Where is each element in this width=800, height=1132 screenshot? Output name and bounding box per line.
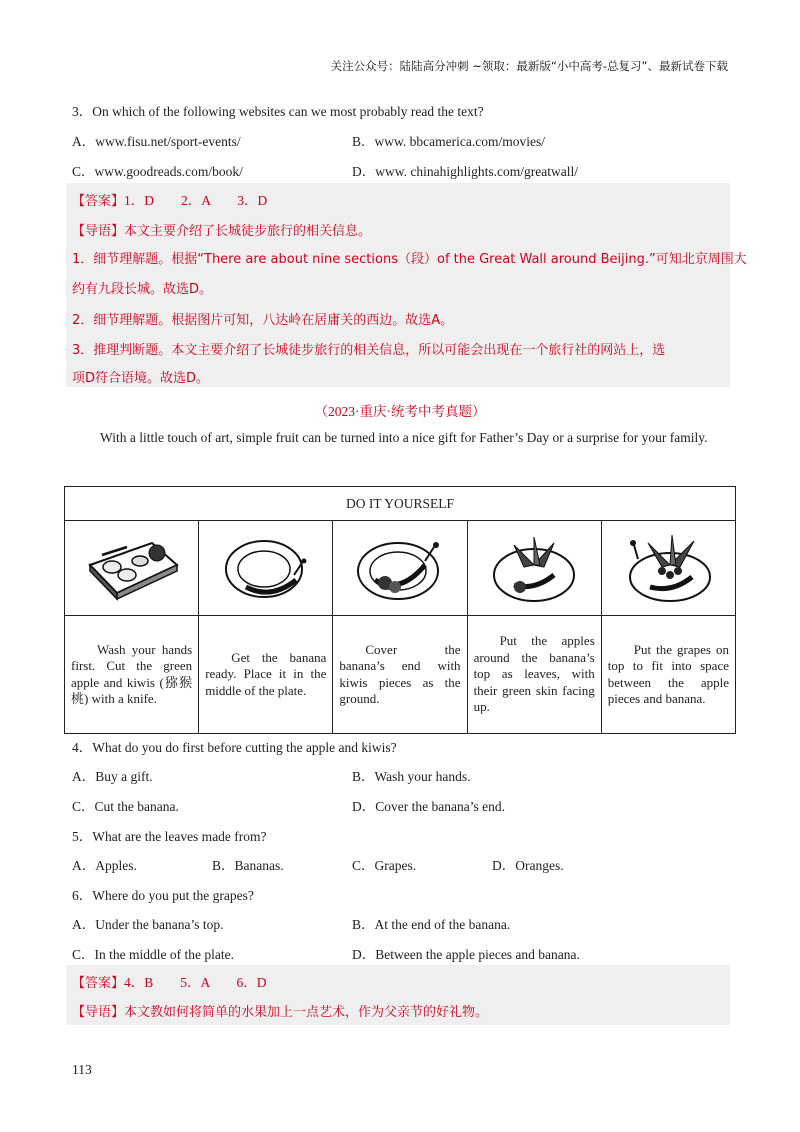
q4-options-row-2	[72, 795, 728, 815]
answer-line-1	[72, 189, 267, 209]
step-1-image	[65, 521, 199, 616]
intro-paragraph: With a little touch of art, simple fruit can be turned into a nice gift for Father’s Day or a surprise for your family.	[100, 430, 708, 445]
q5-option-c: C．Grapes.	[352, 858, 417, 873]
explain-3-line-1: 3．推理判断题。本文主要介绍了长城徒步旅行的相关信息，所以可能会出现在一个旅行社的网站上，选	[72, 343, 666, 358]
q4-option-a: A．Buy a gift.	[72, 769, 153, 784]
q5-option-b: B．Bananas.	[212, 858, 284, 873]
diy-title: DO IT YOURSELF	[65, 487, 736, 521]
q4-options-row-1	[72, 765, 728, 785]
page-header: 关注公众号：陆陆高分冲刺 ~领取：最新版“小中高考-总复习”、最新试卷下载	[330, 59, 728, 73]
source-label: （2023·重庆·统考中考真题）	[314, 404, 486, 419]
step-5-text: Put the grapes on top to fit into space between the apple pieces and banana.	[601, 616, 735, 734]
explain-3-line-2: 项D符合语境。故选D。	[72, 371, 210, 386]
step-4-image	[467, 521, 601, 616]
answer-2-line-1	[72, 971, 267, 991]
question-6: 6．Where do you put the grapes?	[72, 888, 254, 903]
q3-option-a: A．www.fisu.net/sport-events/	[72, 134, 241, 149]
q3-option-c: C．www.goodreads.com/book/	[72, 164, 243, 179]
step-1-text: Wash your hands first. Cut the green apple and kiwis (猕猴桃) with a knife.	[65, 616, 199, 734]
q5-options-row	[72, 854, 728, 874]
guide-2-tag: 【导语】	[72, 1005, 125, 1020]
guide-line-1	[72, 220, 371, 239]
question-3: 3．On which of the following websites can we most probably read the text?	[72, 104, 484, 119]
answers-2: 4．B 5．A 6．D	[124, 975, 267, 990]
q3-options-row-1	[72, 130, 728, 150]
answer-box-2	[66, 965, 730, 1025]
banana-plate-icon	[216, 525, 316, 607]
q6-option-d: D．Between the apple pieces and banana.	[352, 947, 580, 962]
banana-kiwi-plate-icon	[350, 525, 450, 607]
answers: 1．D 2．A 3．D	[124, 193, 268, 208]
step-4-text: Put the apples around the banana’s top as leaves, with their green skin facing up.	[467, 616, 601, 734]
answer-2-tag: 【答案】	[72, 976, 125, 991]
guide-tag: 【导语】	[72, 224, 125, 239]
guide-2-line	[72, 1001, 488, 1020]
cutting-board-icon	[82, 525, 182, 607]
question-4: 4．What do you do first before cutting the apple and kiwis?	[72, 740, 397, 755]
question-5: 5．What are the leaves made from?	[72, 829, 267, 844]
q4-option-c: C．Cut the banana.	[72, 799, 179, 814]
explain-2: 2．细节理解题。根据图片可知，八达岭在居庸关的西边。故选A。	[72, 313, 454, 328]
q4-option-b: B．Wash your hands.	[352, 769, 471, 784]
q6-option-b: B．At the end of the banana.	[352, 917, 511, 932]
fruit-tree-plate-icon	[618, 525, 718, 607]
diy-table	[64, 486, 736, 734]
q3-options-row-2	[72, 160, 728, 180]
guide-text: 本文主要介绍了长城徒步旅行的相关信息。	[124, 224, 372, 239]
q6-option-a: A．Under the banana’s top.	[72, 917, 224, 932]
q6-options-row-1	[72, 913, 728, 933]
q3-option-d: D．www. chinahighlights.com/greatwall/	[352, 164, 578, 179]
apple-leaves-plate-icon	[484, 525, 584, 607]
q5-option-a: A．Apples.	[72, 858, 137, 873]
step-3-image	[333, 521, 467, 616]
step-5-image	[601, 521, 735, 616]
answer-box-1	[66, 183, 747, 387]
q4-option-d: D．Cover the banana’s end.	[352, 799, 505, 814]
step-3-text: Cover the banana’s end with kiwis pieces as the ground.	[333, 616, 467, 734]
q5-option-d: D．Oranges.	[492, 858, 564, 873]
guide-2-text: 本文教如何将简单的水果加上一点艺术，作为父亲节的好礼物。	[124, 1005, 489, 1020]
step-2-text: Get the banana ready. Place it in the middle of the plate.	[199, 616, 333, 734]
answer-tag: 【答案】	[72, 194, 125, 209]
explain-1-line-1: 1．细节理解题。根据“There are about nine sections（段）of the Great Wall around Beijing.”可知北京周围大	[72, 252, 747, 267]
q3-option-b: B．www. bbcamerica.com/movies/	[352, 134, 545, 149]
q6-option-c: C．In the middle of the plate.	[72, 947, 234, 962]
q6-options-row-2	[72, 943, 728, 963]
explain-1-line-2: 约有九段长城。故选D。	[72, 282, 213, 297]
step-2-image	[199, 521, 333, 616]
page-number: 113	[72, 1062, 92, 1077]
